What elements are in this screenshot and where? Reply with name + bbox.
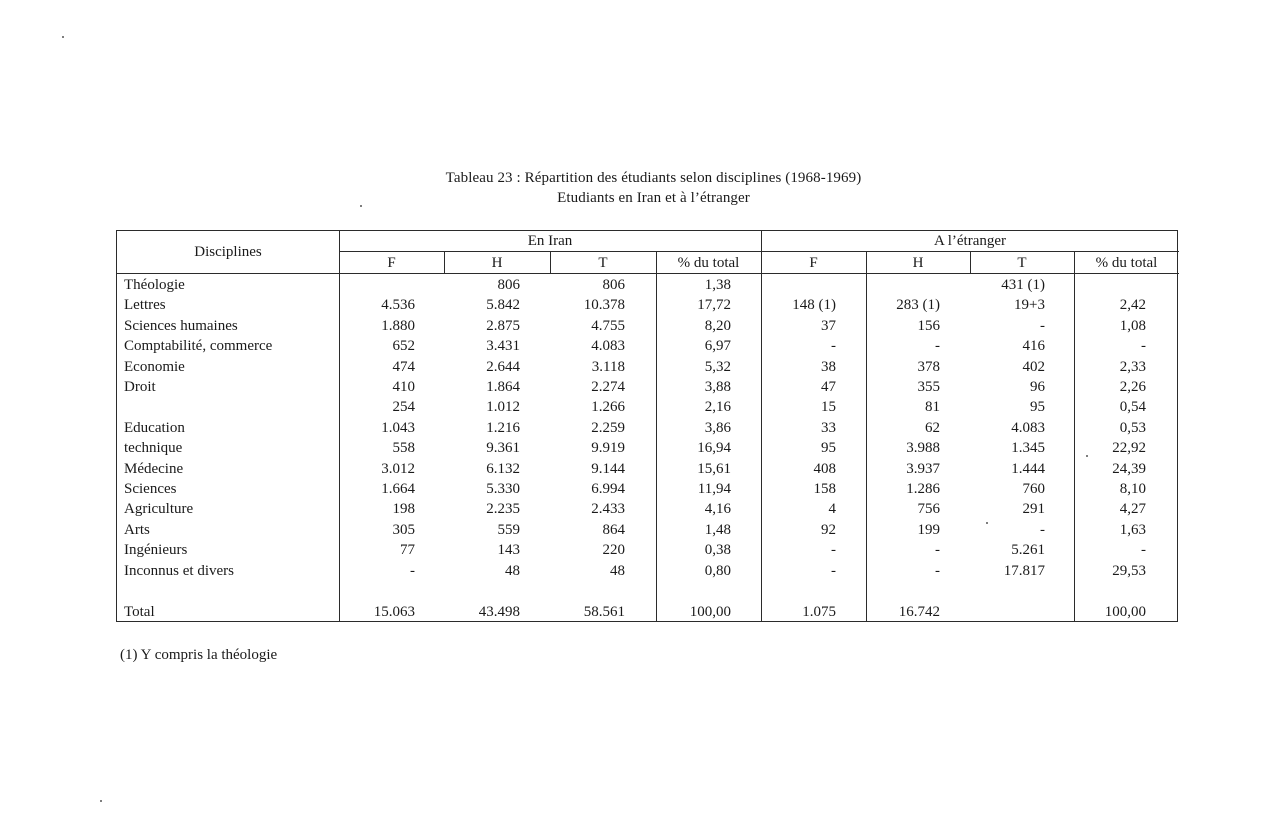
table-row-2-abroad-f: 37 bbox=[821, 318, 836, 334]
total-row-abroad-h: 16.742 bbox=[898, 604, 940, 620]
table-row-6-iran-t: 1.266 bbox=[591, 399, 625, 415]
table-row-9-iran-f: 3.012 bbox=[381, 461, 415, 477]
table-row-1-iran-f: 4.536 bbox=[381, 297, 415, 313]
table-row-6-abroad-pct: 0,54 bbox=[1119, 399, 1146, 415]
table-row-13-abroad-t: 5.261 bbox=[1011, 542, 1045, 558]
table-title: Tableau 23 : Répartition des étudiants selon disciplines (1968-1969) bbox=[445, 170, 862, 186]
table-row-12-abroad-pct: 1,63 bbox=[1119, 522, 1146, 538]
table-row-3-iran-pct: 6,97 bbox=[704, 338, 731, 354]
scan-speck bbox=[360, 205, 362, 207]
header-abroad-pct: % du total bbox=[1095, 255, 1158, 271]
table-row-8-abroad-f: 95 bbox=[821, 440, 836, 456]
total-row-abroad-pct: 100,00 bbox=[1104, 604, 1146, 620]
table-row-12-label: Arts bbox=[124, 522, 150, 538]
table-row-13-iran-pct: 0,38 bbox=[704, 542, 731, 558]
table-row-11-abroad-pct: 4,27 bbox=[1119, 501, 1146, 517]
table-row-12-abroad-t: - bbox=[1040, 522, 1045, 538]
table-row-1-label: Lettres bbox=[124, 297, 166, 313]
table-row-6-abroad-f: 15 bbox=[821, 399, 836, 415]
scan-speck bbox=[1086, 455, 1088, 457]
table-row-8-iran-h: 9.361 bbox=[486, 440, 520, 456]
table-row-5-abroad-f: 47 bbox=[821, 379, 836, 395]
table-row-4-iran-f: 474 bbox=[392, 359, 415, 375]
table-row-2-abroad-t: - bbox=[1040, 318, 1045, 334]
table-row-1-abroad-h: 283 (1) bbox=[896, 297, 940, 313]
table-row-1-abroad-f: 148 (1) bbox=[792, 297, 836, 313]
table-row-11-iran-h: 2.235 bbox=[486, 501, 520, 517]
table-row-5-iran-pct: 3,88 bbox=[704, 379, 731, 395]
table-row-10-iran-f: 1.664 bbox=[381, 481, 415, 497]
table-row-10-abroad-t: 760 bbox=[1022, 481, 1045, 497]
table-row-13-abroad-pct: - bbox=[1141, 542, 1146, 558]
table-row-9-abroad-h: 3.937 bbox=[906, 461, 940, 477]
table-row-7-iran-t: 2.259 bbox=[591, 420, 625, 436]
table-row-3-label: Comptabilité, commerce bbox=[124, 338, 273, 354]
table-row-2-iran-pct: 8,20 bbox=[704, 318, 731, 334]
table-row-7-abroad-h: 62 bbox=[925, 420, 940, 436]
table-row-6-abroad-h: 81 bbox=[925, 399, 940, 415]
table-row-1-iran-t: 10.378 bbox=[583, 297, 625, 313]
table-row-4-iran-h: 2.644 bbox=[486, 359, 520, 375]
table-row-8-iran-f: 558 bbox=[392, 440, 415, 456]
header-disciplines: Disciplines bbox=[194, 244, 262, 260]
table-subtitle: Etudiants en Iran et à l’étranger bbox=[557, 190, 750, 206]
table-row-13-iran-t: 220 bbox=[602, 542, 625, 558]
header-abroad-t: T bbox=[1017, 255, 1027, 271]
table-row-3-iran-h: 3.431 bbox=[486, 338, 520, 354]
total-row-iran-f: 15.063 bbox=[373, 604, 415, 620]
header-group-abroad: A l’étranger bbox=[933, 233, 1007, 249]
table-row-10-abroad-f: 158 bbox=[813, 481, 836, 497]
table-row-0-iran-pct: 1,38 bbox=[704, 277, 731, 293]
total-row-iran-pct: 100,00 bbox=[689, 604, 731, 620]
divider-disciplines bbox=[339, 231, 340, 621]
divider-abroad-h bbox=[866, 251, 867, 621]
table-row-9-iran-pct: 15,61 bbox=[697, 461, 731, 477]
table-row-0-iran-t: 806 bbox=[602, 277, 625, 293]
total-row-iran-h: 43.498 bbox=[478, 604, 520, 620]
table-row-0-iran-h: 806 bbox=[497, 277, 520, 293]
table-row-13-label: Ingénieurs bbox=[124, 542, 188, 558]
table-row-7-iran-f: 1.043 bbox=[381, 420, 415, 436]
table-row-1-abroad-t: 19+3 bbox=[1014, 297, 1045, 313]
table-row-1-iran-h: 5.842 bbox=[486, 297, 520, 313]
divider-iran-pct bbox=[656, 251, 657, 621]
table-row-7-label: Education bbox=[124, 420, 185, 436]
table-row-6-iran-h: 1.012 bbox=[486, 399, 520, 415]
table-row-14-abroad-t: 17.817 bbox=[1003, 563, 1045, 579]
table-row-6-abroad-t: 95 bbox=[1030, 399, 1045, 415]
table-row-8-abroad-pct: 22,92 bbox=[1112, 440, 1146, 456]
table-row-14-abroad-f: - bbox=[831, 563, 836, 579]
table-row-8-abroad-t: 1.345 bbox=[1011, 440, 1045, 456]
table-row-12-iran-f: 305 bbox=[392, 522, 415, 538]
table-row-5-iran-h: 1.864 bbox=[486, 379, 520, 395]
table-row-10-iran-pct: 11,94 bbox=[697, 481, 731, 497]
table-row-3-iran-f: 652 bbox=[392, 338, 415, 354]
scan-speck bbox=[100, 800, 102, 802]
table-row-12-abroad-f: 92 bbox=[821, 522, 836, 538]
table-row-1-abroad-pct: 2,42 bbox=[1119, 297, 1146, 313]
table-row-5-abroad-h: 355 bbox=[917, 379, 940, 395]
table-row-11-label: Agriculture bbox=[124, 501, 194, 517]
table-row-4-abroad-t: 402 bbox=[1022, 359, 1045, 375]
table-row-13-iran-f: 77 bbox=[400, 542, 415, 558]
table-row-14-label: Inconnus et divers bbox=[124, 563, 234, 579]
table-row-7-abroad-t: 4.083 bbox=[1011, 420, 1045, 436]
header-bottom-line bbox=[117, 273, 1179, 274]
table-row-6-iran-pct: 2,16 bbox=[704, 399, 731, 415]
table-row-4-abroad-h: 378 bbox=[917, 359, 940, 375]
table-row-8-label: technique bbox=[124, 440, 183, 456]
table-row-11-iran-f: 198 bbox=[392, 501, 415, 517]
table-row-13-abroad-h: - bbox=[935, 542, 940, 558]
table-row-5-iran-t: 2.274 bbox=[591, 379, 625, 395]
divider-iran-abroad bbox=[761, 231, 762, 621]
data-table bbox=[116, 230, 1178, 622]
table-row-9-label: Médecine bbox=[124, 461, 184, 477]
table-row-5-iran-f: 410 bbox=[392, 379, 415, 395]
table-row-9-iran-t: 9.144 bbox=[591, 461, 625, 477]
table-row-7-abroad-pct: 0,53 bbox=[1119, 420, 1146, 436]
header-group-iran: En Iran bbox=[527, 233, 573, 249]
table-row-14-iran-f: - bbox=[410, 563, 415, 579]
table-row-12-iran-pct: 1,48 bbox=[704, 522, 731, 538]
footnote: (1) Y compris la théologie bbox=[120, 647, 278, 663]
scan-speck bbox=[986, 522, 988, 524]
table-row-4-abroad-pct: 2,33 bbox=[1119, 359, 1146, 375]
total-row-label: Total bbox=[124, 604, 155, 620]
table-row-0-label: Théologie bbox=[124, 277, 185, 293]
header-iran-h: H bbox=[491, 255, 503, 271]
table-row-12-iran-h: 559 bbox=[497, 522, 520, 538]
table-row-2-iran-h: 2.875 bbox=[486, 318, 520, 334]
table-row-13-abroad-f: - bbox=[831, 542, 836, 558]
header-group-divider bbox=[339, 251, 1179, 252]
table-row-14-iran-t: 48 bbox=[610, 563, 625, 579]
table-row-10-abroad-pct: 8,10 bbox=[1119, 481, 1146, 497]
table-row-7-abroad-f: 33 bbox=[821, 420, 836, 436]
table-row-7-iran-pct: 3,86 bbox=[704, 420, 731, 436]
table-row-14-iran-h: 48 bbox=[505, 563, 520, 579]
table-row-3-abroad-t: 416 bbox=[1022, 338, 1045, 354]
table-row-11-abroad-t: 291 bbox=[1022, 501, 1045, 517]
table-row-12-iran-t: 864 bbox=[602, 522, 625, 538]
table-row-3-abroad-f: - bbox=[831, 338, 836, 354]
total-row-abroad-f: 1.075 bbox=[802, 604, 836, 620]
table-row-11-iran-pct: 4,16 bbox=[704, 501, 731, 517]
table-row-4-iran-t: 3.118 bbox=[591, 359, 625, 375]
table-row-10-label: Sciences bbox=[124, 481, 177, 497]
table-row-3-iran-t: 4.083 bbox=[591, 338, 625, 354]
table-row-11-iran-t: 2.433 bbox=[591, 501, 625, 517]
table-row-9-abroad-f: 408 bbox=[813, 461, 836, 477]
header-iran-t: T bbox=[598, 255, 608, 271]
table-row-5-abroad-pct: 2,26 bbox=[1119, 379, 1146, 395]
scan-speck bbox=[62, 36, 64, 38]
header-iran-f: F bbox=[387, 255, 396, 271]
table-row-5-label: Droit bbox=[124, 379, 156, 395]
table-row-4-iran-pct: 5,32 bbox=[704, 359, 731, 375]
table-row-11-abroad-f: 4 bbox=[828, 501, 836, 517]
header-iran-pct: % du total bbox=[677, 255, 740, 271]
table-row-13-iran-h: 143 bbox=[497, 542, 520, 558]
table-row-2-abroad-pct: 1,08 bbox=[1119, 318, 1146, 334]
total-row-iran-t: 58.561 bbox=[583, 604, 625, 620]
table-row-4-abroad-f: 38 bbox=[821, 359, 836, 375]
table-row-6-iran-f: 254 bbox=[392, 399, 415, 415]
table-row-8-iran-pct: 16,94 bbox=[697, 440, 731, 456]
table-row-3-abroad-pct: - bbox=[1141, 338, 1146, 354]
table-row-11-abroad-h: 756 bbox=[917, 501, 940, 517]
table-row-8-abroad-h: 3.988 bbox=[906, 440, 940, 456]
table-row-1-iran-pct: 17,72 bbox=[697, 297, 731, 313]
header-abroad-f: F bbox=[809, 255, 818, 271]
table-row-9-abroad-pct: 24,39 bbox=[1112, 461, 1146, 477]
table-row-10-iran-t: 6.994 bbox=[591, 481, 625, 497]
table-row-3-abroad-h: - bbox=[935, 338, 940, 354]
table-row-7-iran-h: 1.216 bbox=[486, 420, 520, 436]
table-row-2-iran-f: 1.880 bbox=[381, 318, 415, 334]
table-row-14-iran-pct: 0,80 bbox=[704, 563, 731, 579]
table-row-8-iran-t: 9.919 bbox=[591, 440, 625, 456]
table-row-9-abroad-t: 1.444 bbox=[1011, 461, 1045, 477]
table-row-10-iran-h: 5.330 bbox=[486, 481, 520, 497]
table-row-5-abroad-t: 96 bbox=[1030, 379, 1045, 395]
table-row-12-abroad-h: 199 bbox=[917, 522, 940, 538]
table-row-0-abroad-t: 431 (1) bbox=[1001, 277, 1045, 293]
table-row-9-iran-h: 6.132 bbox=[486, 461, 520, 477]
table-row-2-abroad-h: 156 bbox=[917, 318, 940, 334]
table-row-10-abroad-h: 1.286 bbox=[906, 481, 940, 497]
table-row-14-abroad-h: - bbox=[935, 563, 940, 579]
table-row-2-label: Sciences humaines bbox=[124, 318, 238, 334]
divider-abroad-pct bbox=[1074, 251, 1075, 621]
table-row-2-iran-t: 4.755 bbox=[591, 318, 625, 334]
table-row-14-abroad-pct: 29,53 bbox=[1112, 563, 1146, 579]
header-abroad-h: H bbox=[912, 255, 924, 271]
table-row-4-label: Economie bbox=[124, 359, 185, 375]
